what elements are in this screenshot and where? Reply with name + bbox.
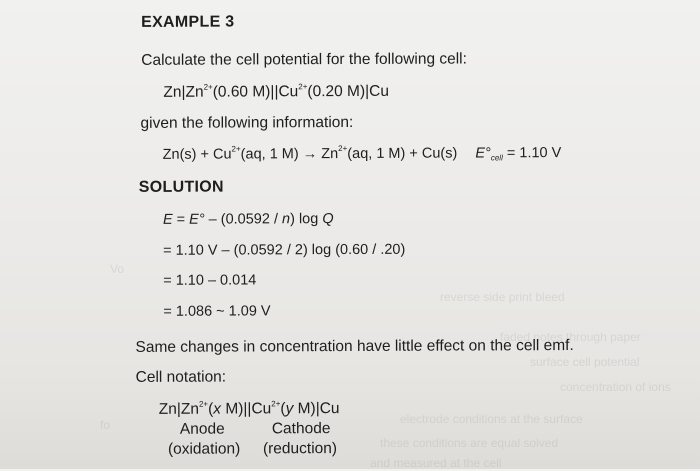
cathode-label: Cathode [271, 420, 331, 438]
reaction-equation: $Zn(s) + Cu^{2+}(aq$, 1 $M) \to Zn^{2+}(aq$, 1 M) + Cu(s) $E^\circ_{cell} = 1.10$ V [162, 144, 562, 163]
cell-notation-label: Cell notation: [135, 368, 227, 386]
reduction-label: (reduction) [262, 440, 338, 458]
example-heading: EXAMPLE 3 [141, 13, 235, 31]
cell-notation: $Zn|Zn^{2+}(0.60$ $M)||Cu^{2+}(0.20$ M)|Cu [163, 82, 390, 101]
anode-label: Anode [179, 420, 225, 438]
solution-step-2: = 1.10 – 0.014 [163, 272, 257, 289]
general-cell-notation: $Zn|Zn^{2+}(x$ $M)||Cu^{2+}(y$ M)|Cu [158, 399, 340, 418]
solution-remark: Same changes in concentration have little effect on the cell emf. [135, 337, 574, 356]
given-label: given the following information: [140, 113, 354, 132]
example-prompt: Calculate the cell potential for the following cell: [141, 50, 467, 69]
oxidation-label: (oxidation) [167, 440, 241, 458]
solution-step-1: = 1.10 V – (0.0592 / 2) log (0.60 / .20) [163, 241, 406, 259]
solution-step-3: = 1.086 ~ 1.09 V [163, 303, 271, 320]
solution-heading: SOLUTION [138, 178, 224, 196]
nernst-equation: E = E° – (0.0592 / n) log Q [162, 211, 334, 228]
